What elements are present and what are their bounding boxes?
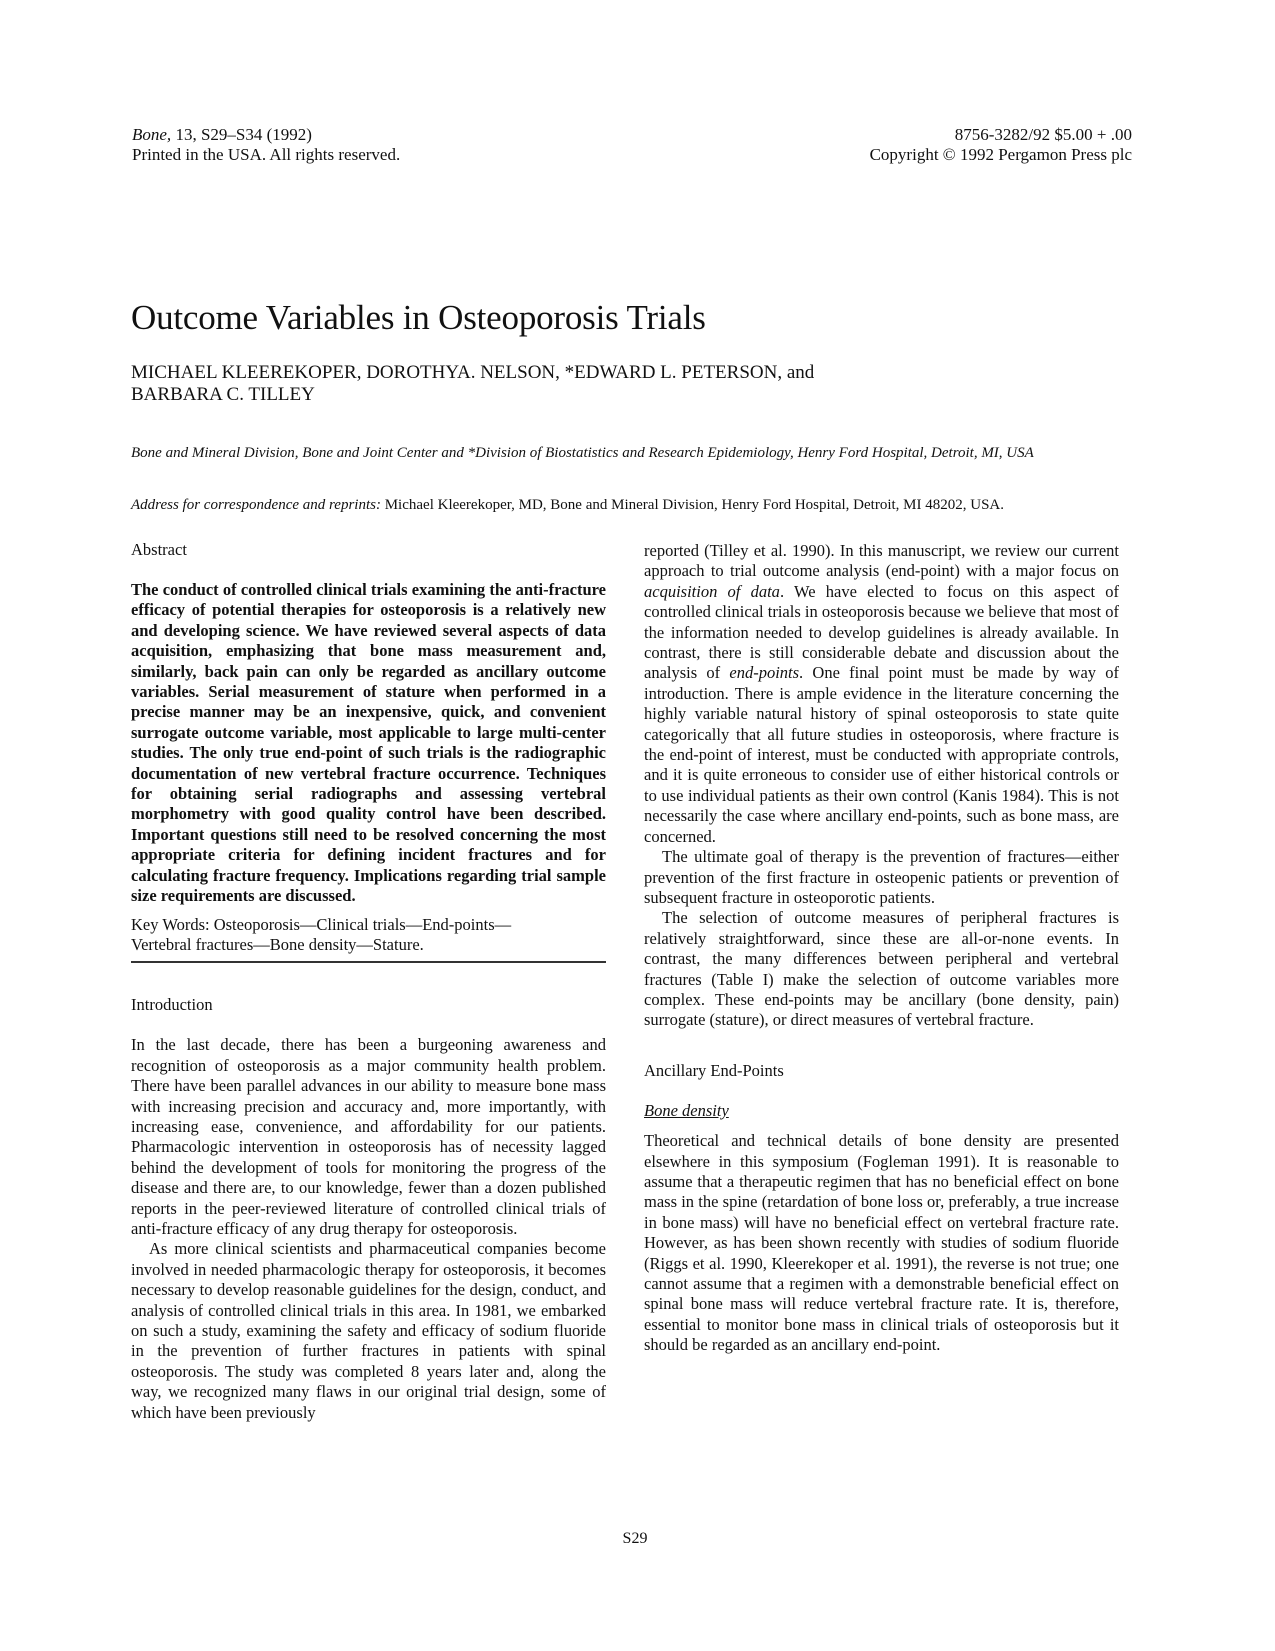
article-title: Outcome Variables in Osteoporosis Trials <box>131 298 706 337</box>
left-column <box>131 540 606 1423</box>
author-line-1: MICHAEL KLEEREKOPER, DOROTHYA. NELSON, *EDWARD L. PETERSON, and <box>131 362 815 383</box>
keywords-line-1: Key Words: Osteoporosis—Clinical trials—End-points— <box>131 914 512 934</box>
keywords-line-2: Vertebral fractures—Bone density—Stature. <box>131 934 424 954</box>
abstract-body: The conduct of controlled clinical trials examining the anti-fracture efficacy of potential therapies for osteoporosis is a relatively new and developing science. We have reviewed several aspects of data acquisition, emphasizing that bone mass measurement and, similarly, back pain can only be regarded as ancillary outcome variables. Serial measurement of stature when performed in a precise manner may be an inexpensive, quick, and convenient surrogate outcome variable, most applicable to large multi-center studies. The only true end-point of such trials is the radiographic documentation of new vertebral fracture occurrence. Techniques for obtaining serial radiographs and assessing vertebral morphometry with good quality control have been described. Important questions still need to be resolved concerning the most appropriate criteria for defining incident fractures and for calculating fracture frequency. Implications regarding trial sample size requirements are discussed. <box>131 580 606 906</box>
journal-header-right <box>700 125 1132 165</box>
emphasis-end-points: end-points <box>729 663 800 683</box>
correspondence-address <box>131 496 1136 514</box>
author-line-2: BARBARA C. TILLEY <box>131 384 315 405</box>
right-column <box>644 541 1119 1356</box>
bone-density-paragraph: Theoretical and technical details of bone density are presented elsewhere in this symposium (Fogleman 1991). It is reasonable to assume that a therapeutic regimen that has no beneficial effect on bone mass in the spine (retardation of bone loss or, preferably, a true increase in bone mass) will have no beneficial effect on vertebral fracture rate. However, as has been shown recently with studies of sodium fluoride (Riggs et al. 1990, Kleerekoper et al. 1991), the reverse is not true; one cannot assume that a regimen with a demonstrable beneficial effect on spinal bone mass will reduce vertebral fracture rate. It is, therefore, essential to monitor bone mass in clinical trials of osteoporosis but it should be regarded as an ancillary end-point. <box>644 1131 1119 1355</box>
copyright-notice: Copyright © 1992 Pergamon Press plc <box>869 145 1132 164</box>
journal-citation: Bone, 13, S29–S34 (1992) <box>132 125 312 144</box>
page-number: S29 <box>622 1530 648 1547</box>
journal-header-left <box>132 125 400 165</box>
abstract-block <box>131 580 606 963</box>
affiliation: Bone and Mineral Division, Bone and Joint Center and *Division of Biostatistics and Research Epidemiology, Henry Ford Hospital, Detroit, MI, USA <box>131 445 1034 461</box>
right-paragraph-1: reported (Tilley et al. 1990). In this manuscript, we review our current approach to trial outcome analysis (end-point) with a major focus on acquisition of data. We have elected to focus on this aspect of controlled clinical trials in osteoporosis because we believe that most of the information needed to develop guidelines is already available. In contrast, there is still considerable debate and discussion about the analysis of end-points. One final point must be made by way of introduction. There is ample evidence in the literature concerning the highly variable natural history of spinal osteoporosis to state quite categorically that all future studies in osteoporosis, where fracture is the end-point of interest, must be conducted with appropriate controls, and it is quite erroneous to consider use of either historical controls or to use individual patients as their own control (Kanis 1984). This is not necessarily the case where ancillary end-points, such as bone mass, are concerned. <box>644 541 1120 846</box>
address-label: Address for correspondence and reprints: <box>131 497 381 513</box>
abstract-heading: Abstract <box>131 540 187 559</box>
emphasis-acquisition: acquisition of data <box>644 581 780 601</box>
introduction-paragraph-1: In the last decade, there has been a burgeoning awareness and recognition of osteoporosis as a major community health problem. There have been parallel advances in our ability to measure bone mass with increasing precision and accuracy and, more importantly, with increasing ease, convenience, and affordability for our patients. Pharmacologic intervention in osteoporosis has of necessity lagged behind the development of tools for monitoring the progress of the disease and there are, to our knowledge, fewer than a dozen published reports in the peer-reviewed literature of controlled clinical trials of anti-fracture efficacy of any drug therapy for osteoporosis. <box>131 1035 606 1238</box>
right-paragraph-2: The ultimate goal of therapy is the prevention of fractures—either prevention of the first fracture in osteopenic patients or prevention of subsequent fracture in osteoporotic patients. <box>644 847 1119 907</box>
introduction-heading: Introduction <box>131 995 213 1015</box>
introduction-paragraph-2: As more clinical scientists and pharmaceutical companies become involved in needed pharmacologic therapy for osteoporosis, it becomes necessary to develop reasonable guidelines for the design, conduct, and analysis of controlled clinical trials in this area. In 1981, we embarked on such a study, examining the safety and efficacy of sodium fluoride in the prevention of further fractures in patients with spinal osteoporosis. The study was completed 8 years later and, along the way, we recognized many flaws in our original trial design, some of which have been previously <box>131 1239 606 1422</box>
bone-density-heading: Bone density <box>644 1100 729 1120</box>
author-list <box>131 362 1131 406</box>
ancillary-heading: Ancillary End-Points <box>644 1060 784 1080</box>
printed-notice: Printed in the USA. All rights reserved. <box>132 145 401 164</box>
address-text: Michael Kleerekoper, MD, Bone and Mineral Division, Henry Ford Hospital, Detroit, MI 48202, USA. <box>380 497 1005 513</box>
right-paragraph-3: The selection of outcome measures of peripheral fractures is relatively straightforward, since these are all-or-none events. In contrast, the many differences between peripheral and vertebral fractures (Table I) make the selection of outcome variables more complex. These end-points may be ancillary (bone density, pain) surrogate (stature), or direct measures of vertebral fracture. <box>644 908 1119 1030</box>
price-code: 8756-3282/92 $5.00 + .00 <box>954 125 1132 144</box>
